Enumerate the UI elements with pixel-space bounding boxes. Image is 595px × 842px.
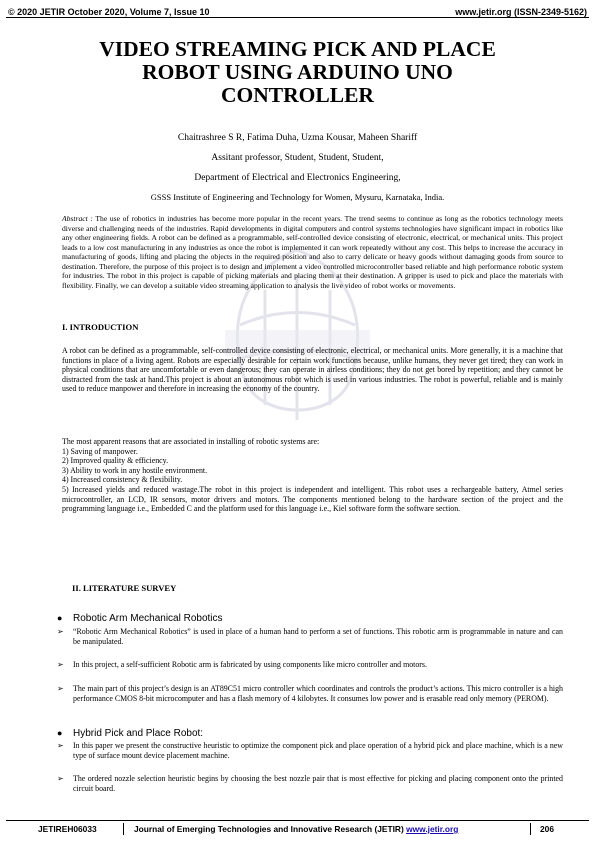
list-item: 2) Improved quality & efficiency. — [62, 456, 169, 466]
list-item: 4) Increased consistency & flexibility. — [62, 475, 183, 485]
list-item: 5) Increased yields and reduced wastage.The robot in this project is independent and intelligent. This robot uses a rechargeable battery, Atmel series microcontroller, an LCD, IR sensors, motor drivers and motors. The components mentioned belong to the hardware section of the project and the programming language i.e., Embedded C and the platform used for this language i.e., Kiel software form the software section. — [62, 484, 563, 514]
survey-item-text: In this paper we present the constructive heuristic to optimize the component pick and place operation of a hybrid pick and place machine, which is a new type of surface mount device placement machine. — [73, 741, 563, 761]
arrow-bullet-icon: ➢ — [57, 774, 64, 783]
list-intro: The most apparent reasons that are associated in installing of robotic systems are: — [62, 437, 320, 446]
survey-item-text: “Robotic Arm Mechanical Robotics” is used in place of a human hand to perform a set of functions. This robotic arm is programmable in nature and can be manipulated. — [73, 627, 563, 647]
footer-separator — [530, 823, 531, 835]
footer-paper-id: JETIREH06033 — [38, 824, 97, 834]
arrow-bullet-icon: ➢ — [57, 684, 64, 693]
survey-item — [57, 774, 563, 794]
author-roles: Assitant professor, Student, Student, Student, — [211, 153, 384, 163]
footer-journal — [134, 824, 458, 834]
survey-item-text: The ordered nozzle selection heuristic begins by choosing the best nozzle pair that is most effective for picking and placing component onto the printed circuit board. — [73, 774, 563, 794]
survey-item — [57, 684, 563, 704]
author-names: Chaitrashree S R, Fatima Duha, Uzma Kousar, Maheen Shariff — [177, 133, 418, 143]
survey-item — [57, 660, 563, 670]
header-citation: © 2020 JETIR October 2020, Volume 7, Issue 10 — [8, 7, 210, 17]
footer-divider — [6, 820, 589, 821]
bullet-label: Hybrid Pick and Place Robot: — [73, 728, 204, 739]
bullet-icon: ● — [57, 728, 63, 738]
introduction-paragraph: A robot can be defined as a programmable, self-controlled device consisting of electronic, electrical, or mechanical units. More generally, it is a machine that functions in place of a living agent. Robots are especially desirable for certain work functions because, unlike humans, they never get tired; they can work in physical conditions that are uncomfortable or even dangerous; they can operate in airless conditions; they do not get bored by repetition; and they cannot be distracted from the task at hand.This project is about an autonomous robot which is used in various industries. The robot is powerful, reliable and is mainly used to reduce manpower and therefore in increasing the economy of the country. — [62, 346, 563, 394]
author-department: Department of Electrical and Electronics Engineering, — [194, 173, 401, 183]
title-line: VIDEO STREAMING PICK AND PLACE — [99, 37, 496, 61]
introduction-list — [62, 437, 563, 514]
paper-title — [40, 38, 555, 107]
list-item: 3) Ability to work in any hostile environment. — [62, 465, 208, 475]
bullet-label: Robotic Arm Mechanical Robotics — [73, 613, 223, 624]
survey-item-text: In this project, a self-sufficient Robotic arm is fabricated by using components like micro controller and motors. — [73, 660, 427, 669]
title-line: ROBOT USING ARDUINO UNO — [142, 60, 453, 84]
survey-bullet-1 — [57, 613, 223, 624]
abstract-text: The use of robotics in industries has become more popular in the recent years. The trend seems to continue as long as the robotics technology meets diverse and challenging needs of the industries. Rapid developments in digital computers and control systems technologies have significant impact in robotics like any other engineering fields. A robot can be defined as a programmable, self-controlled device consisting of electronic, electrical, or mechanical units. This project leads to a low cost manufacturing in any industries as once the robot is implemented it can work repeatedly without any cost. This helps to increase the accuracy in manufacturing of goods, lifting and placing the objects in the required position and also to carry delicate or heavy goods without damaging goods from source to destination. Therefore, the purpose of this project is to design and implement a video controlled microcontroller based reliable and high performance robotic system for industries. The robot in this project is capable of picking materials and placing them at their destination. A gripper is used to pick and place the materials with flexibility. Finally, we can develop a suitable video streaming application to analysis the live video of robot works or movements. — [62, 214, 563, 290]
header-divider — [6, 17, 589, 18]
author-institute: GSSS Institute of Engineering and Technology for Women, Mysuru, Karnataka, India. — [150, 192, 445, 202]
survey-bullet-2 — [57, 728, 203, 739]
arrow-bullet-icon: ➢ — [57, 627, 64, 636]
header-website: www.jetir.org (ISSN-2349-5162) — [455, 7, 587, 17]
arrow-bullet-icon: ➢ — [57, 741, 64, 750]
survey-item-text: The main part of this project’s design is an AT89C51 micro controller which coordinates and controls the product’s actions. This micro controller is a high performance CMOS 8-bit microcomputer and has a flash memory of 4 kilobytes. It consumes low power and is erasable read only memory (PEROM). — [73, 684, 563, 704]
footer-journal-name: Journal of Emerging Technologies and Innovative Research (JETIR) — [134, 824, 407, 834]
bullet-icon: ● — [57, 613, 63, 623]
list-item: 1) Saving of manpower. — [62, 446, 138, 456]
footer-separator — [123, 823, 124, 835]
section-heading-literature-survey: II. LITERATURE SURVEY — [72, 583, 177, 593]
arrow-bullet-icon: ➢ — [57, 660, 64, 669]
abstract — [62, 214, 563, 290]
section-heading-introduction: I. INTRODUCTION — [62, 322, 139, 332]
title-line: CONTROLLER — [221, 83, 374, 107]
survey-item — [57, 741, 563, 761]
page-number: 206 — [540, 824, 554, 834]
footer-website-link[interactable]: www.jetir.org — [406, 824, 459, 834]
survey-item — [57, 627, 563, 647]
page-header — [8, 2, 587, 16]
abstract-label: Abstract : — [62, 214, 93, 223]
